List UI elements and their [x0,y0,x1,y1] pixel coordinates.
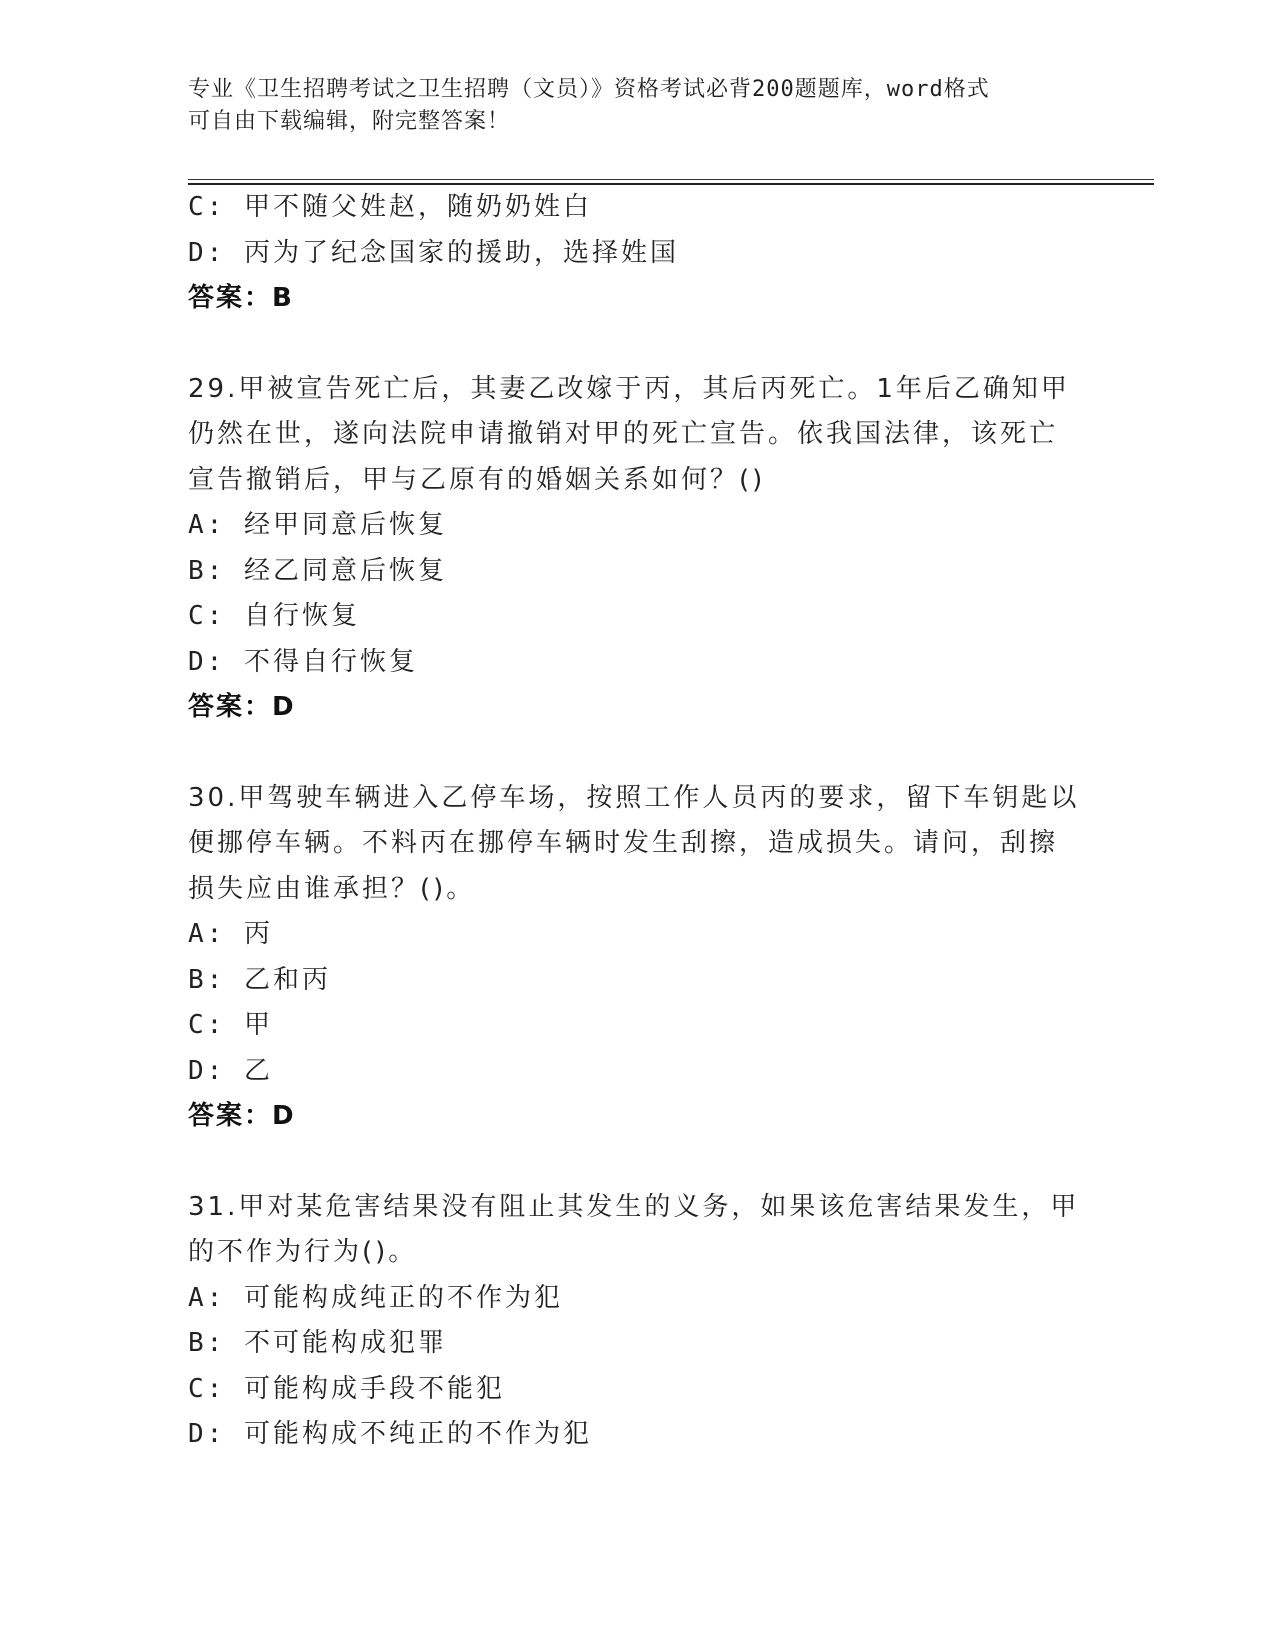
option-b: B: 不可能构成犯罪 [188,1328,447,1358]
option-c: C: 自行恢复 [188,601,360,631]
question-text-line: 29.甲被宣告死亡后，其妻乙改嫁于丙，其后丙死亡。1年后乙确知甲 [188,373,1070,404]
question-text-line: 的不作为行为()。 [188,1237,418,1267]
question-block-29 [188,367,1088,731]
document-header [188,74,1068,138]
option-c: C: 甲 [188,1010,273,1040]
answer-label: 答案：B [188,283,294,313]
option-d: D: 可能构成不纯正的不作为犯 [188,1419,592,1449]
question-block-30 [188,776,1088,1140]
header-title-line-1: 专业《卫生招聘考试之卫生招聘（文员）》资格考试必背200题题库，word格式 [188,77,990,102]
answer-label: 答案：D [188,692,296,722]
question-text-line: 30.甲驾驶车辆进入乙停车场，按照工作人员丙的要求，留下车钥匙以 [188,782,1080,813]
option-d: D: 丙为了纪念国家的援助，选择姓国 [188,237,679,268]
option-d: D: 不得自行恢复 [188,646,418,677]
option-b: B: 经乙同意后恢复 [188,555,447,586]
option-c: C: 可能构成手段不能犯 [188,1373,505,1404]
header-title-line-2: 可自由下载编辑，附完整答案！ [188,109,511,134]
option-d: D: 乙 [188,1055,273,1086]
question-text-line: 31.甲对某危害结果没有阻止其发生的义务，如果该危害结果发生，甲 [188,1191,1080,1222]
option-a: A: 丙 [188,919,273,949]
option-c: C: 甲不随父姓赵，随奶奶姓白 [188,192,592,222]
question-text-line: 损失应由谁承担？()。 [188,873,476,904]
option-a: A: 经甲同意后恢复 [188,510,447,540]
question-content [188,185,1088,1458]
question-text-line: 便挪停车辆。不料丙在挪停车辆时发生刮擦，造成损失。请问，刮擦 [188,828,1059,858]
question-block-28 [188,185,1088,322]
option-b: B: 乙和丙 [188,964,331,995]
option-a: A: 可能构成纯正的不作为犯 [188,1282,563,1313]
question-text-line: 仍然在世，遂向法院申请撤销对甲的死亡宣告。依我国法律，该死亡 [188,419,1059,449]
answer-label: 答案：D [188,1101,296,1131]
question-block-31 [188,1185,1088,1458]
question-text-line: 宣告撤销后，甲与乙原有的婚姻关系如何？() [188,464,766,495]
